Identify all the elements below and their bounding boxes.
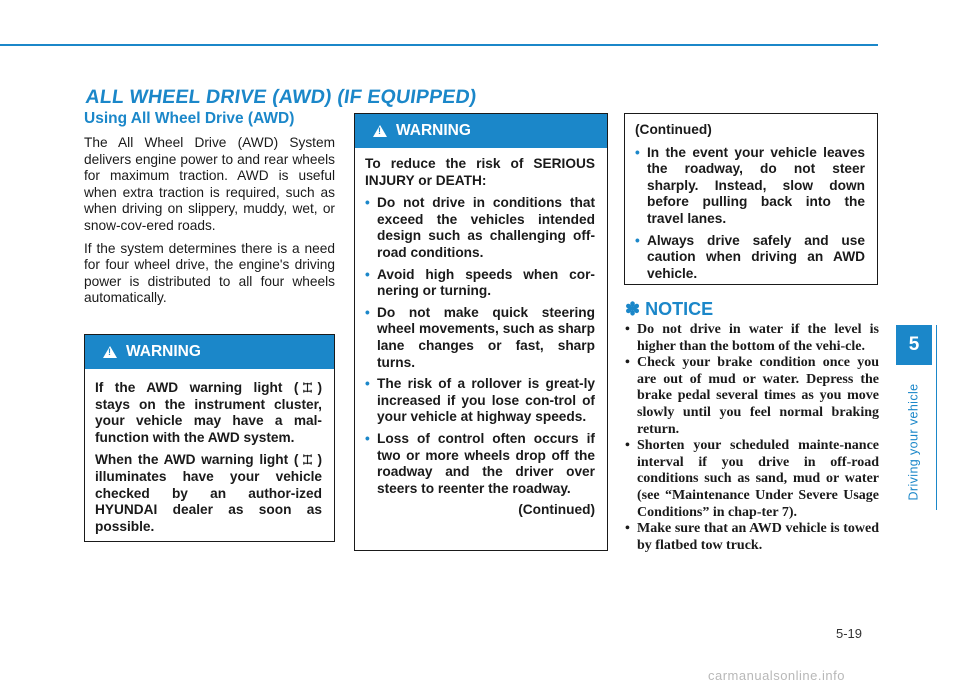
warning-body <box>355 148 607 529</box>
paragraph-1: The All Wheel Drive (AWD) System delivers engine power to and rear wheels for maximum traction. AWD is useful when extra traction is required, such as when driving on slippery, muddy, wet, or snow-cov-ered roads. <box>84 135 335 233</box>
warning-title: WARNING <box>126 343 201 360</box>
warning-title: WARNING <box>396 122 471 139</box>
warning-box-serious-injury <box>354 113 608 551</box>
list-item: • The risk of a rollover is great-ly increased if you lose con-trol of your vehicle at highway speeds. <box>365 376 595 425</box>
chapter-tab: 5 <box>896 325 932 365</box>
list-item: • Always drive safely and use caution when driving an AWD vehicle. <box>635 232 865 281</box>
list-item: • Do not make quick steering wheel movements, such as sharp lane changes or fast, sharp turns. <box>365 304 595 370</box>
list-item-text: Do not make quick steering wheel movements, such as sharp lane changes or fast, sharp turns. <box>377 304 595 370</box>
left-column <box>84 110 335 313</box>
list-item-text: Avoid high speeds when cor-nering or turning. <box>377 266 595 299</box>
sub-heading: Using All Wheel Drive (AWD) <box>84 110 295 127</box>
warning-text: ) stays on the instrument cluster, your vehicle may have a mal-function with the AWD system. <box>95 380 322 445</box>
list-item-text: Make sure that an AWD vehicle is towed by flatbed tow truck. <box>637 521 879 553</box>
list-item-text: Loss of control often occurs if two or more wheels drop off the roadway and the driver over steers to reenter the roadway. <box>377 430 595 496</box>
warning-body <box>625 114 877 297</box>
warning-text: If the AWD warning light ( <box>95 380 299 395</box>
warning-text: When the AWD warning light ( <box>95 452 299 468</box>
notice-title: ✽ NOTICE <box>625 299 714 319</box>
list-item-text: Check your brake condition once you are out of mud or water. Depress the brake pedal several times as you move slowly until you feel normal braking return. <box>637 355 879 437</box>
warning-paragraph-1 <box>95 380 322 446</box>
list-item: • Avoid high speeds when cor-nering or turning. <box>365 266 595 299</box>
list-item: • Loss of control often occurs if two or more wheels drop off the roadway and the driver over steers to reenter the roadway. <box>365 430 595 496</box>
page-number: 5-19 <box>836 626 863 641</box>
warning-paragraph-2 <box>95 452 322 535</box>
continued-label: (Continued) <box>635 122 712 137</box>
awd-warning-icon <box>301 453 314 466</box>
warning-text: ) illuminates have your vehicle checked by an author-ized HYUNDAI dealer as soon as possible. <box>95 452 322 534</box>
warning-box-continued <box>624 113 878 285</box>
list-item: • Do not drive in conditions that exceed the vehicles intended design such as challenging off-road conditions. <box>365 195 595 260</box>
chapter-rule <box>936 325 937 510</box>
notice-list <box>625 322 879 554</box>
warning-header <box>85 335 334 369</box>
list-item-text: Do not drive in water if the level is higher than the bottom of the vehi-cle. <box>637 322 879 354</box>
paragraph-2: If the system determines there is a need for four wheel drive, the engine's driving power is distributed to all four wheels automatically. <box>84 240 335 306</box>
list-item: • Do not drive in water if the level is higher than the bottom of the vehi-cle. <box>625 322 879 354</box>
warning-list <box>635 145 865 283</box>
list-item-text: Always drive safely and use caution when driving an AWD vehicle. <box>647 232 865 281</box>
list-item-text: In the event your vehicle leaves the roadway, do not steer sharply. Instead, slow down before pulling back into the travel lanes. <box>647 144 865 226</box>
warning-triangle-icon <box>373 125 387 137</box>
list-item-text: Do not drive in conditions that exceed the vehicles intended design such as challenging off-road conditions. <box>377 195 595 260</box>
list-item: • Shorten your scheduled mainte-nance interval if you drive in off-road conditions such as sand, mud or water (see “Maintenance Under Severe Usage Conditions” in chap-ter 7). <box>625 438 879 520</box>
list-item-text: The risk of a rollover is great-ly increased if you lose con-trol of your vehicle at highway speeds. <box>377 376 595 425</box>
list-item: • In the event your vehicle leaves the roadway, do not steer sharply. Instead, slow down before pulling back into the travel lanes. <box>635 144 865 226</box>
chapter-label-text: Driving your vehicle <box>907 383 922 501</box>
warning-header <box>355 114 607 148</box>
chapter-label <box>898 372 930 512</box>
warning-body <box>85 369 334 551</box>
section-title: ALL WHEEL DRIVE (AWD) (IF EQUIPPED) <box>84 86 479 108</box>
awd-warning-icon <box>301 381 314 394</box>
warning-intro: To reduce the risk of SERIOUS INJURY or DEATH: <box>365 156 595 188</box>
watermark: carmanualsonline.info <box>708 668 845 683</box>
list-item-text: Shorten your scheduled mainte-nance interval if you drive in off-road conditions such as sand, mud or water (see “Maintenance Under Severe Usage Conditions” in chap-ter 7). <box>637 438 879 520</box>
list-item: • Make sure that an AWD vehicle is towed by flatbed tow truck. <box>625 521 879 553</box>
header-rule <box>0 44 878 46</box>
continued-label: (Continued) <box>518 502 595 518</box>
list-item: • Check your brake condition once you are out of mud or water. Depress the brake pedal several times as you move slowly until you feel normal braking return. <box>625 355 879 437</box>
warning-triangle-icon <box>103 346 117 358</box>
warning-list <box>365 195 595 497</box>
warning-box-awd-light <box>84 334 335 542</box>
